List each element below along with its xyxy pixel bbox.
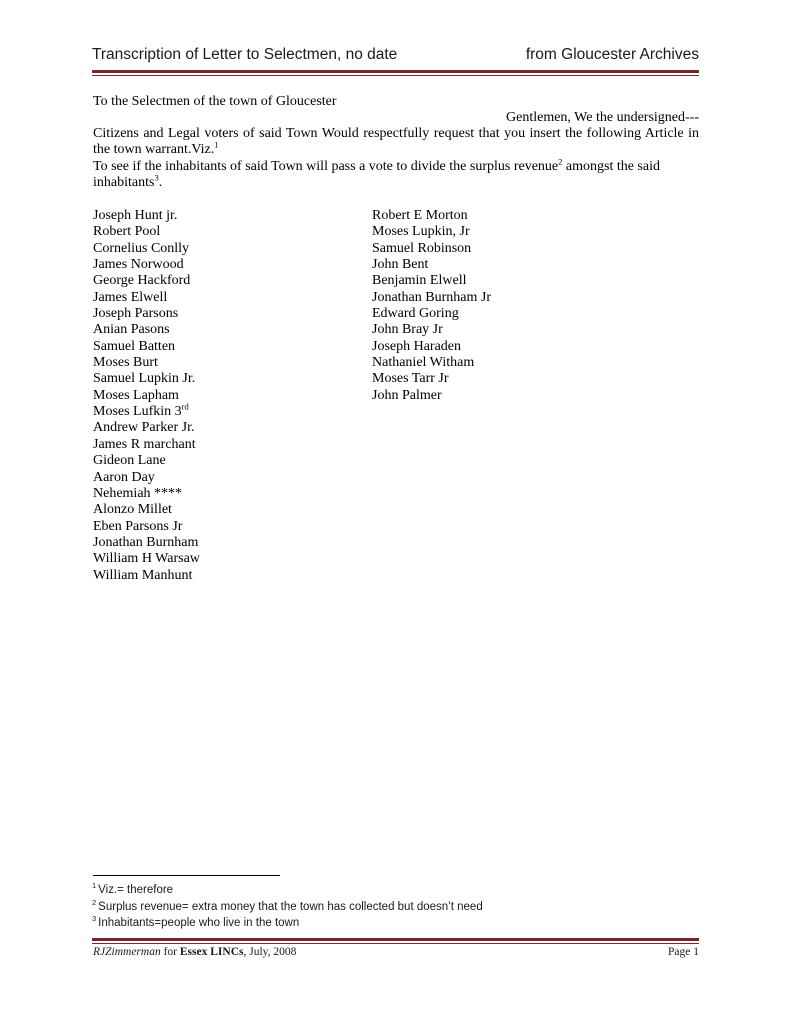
signature-name: Moses Tarr Jr [372,371,449,387]
footnote-item [92,882,483,899]
article-text-3: inhabitants [93,175,155,190]
signature-name: Eben Parsons Jr [93,518,183,534]
signature-name: Robert Pool [93,224,161,240]
signature-name: James Norwood [93,257,184,273]
article-text-1: To see if the inhabitants of said Town will pass a vote to divide the surplus revenue [93,159,559,174]
article-line-2 [93,172,699,192]
header-source: from Gloucester Archives [525,46,699,63]
footer-rule-thick [92,938,699,941]
signature-name: Samuel Lupkin Jr. [93,371,196,387]
footnote-list [92,882,483,932]
footer-org: Essex LINCs [179,946,244,958]
signature-name: Nathaniel Witham [372,355,475,371]
signature-name: Joseph Hunt jr. [93,208,178,223]
salutation-line: To the Selectmen of the town of Gloucester [93,94,337,109]
signature-name: George Hackford [93,273,191,289]
signature-name: Robert E Morton [372,208,468,223]
signature-name: John Bray Jr [372,322,443,338]
signature-name: Joseph Haraden [372,338,462,354]
article-line-1 [93,156,699,176]
signature-name: William Manhunt [93,567,193,583]
signature-name-lufkin [93,401,200,420]
signature-name: Moses Lufkin 3 [93,404,182,420]
footnote-mark: 1 [92,881,97,891]
signature-name: James Elwell [93,289,168,305]
request-line-2 [93,139,699,159]
footnote-item [92,899,483,916]
footnote-separator [93,875,280,876]
signature-name: Moses Lupkin, Jr [372,224,470,240]
signature-name: Samuel Robinson [372,240,472,256]
ordinal-suffix: rd [181,401,189,412]
footer-credit [93,946,296,958]
signature-name: Alonzo Millet [93,502,172,518]
request-line-2-text: the town warrant.Viz. [93,142,215,157]
footnote-ref-1: 1 [214,139,219,150]
footer-author: RJZimmerman [93,946,161,958]
page-header [92,46,699,68]
footnote-ref-3: 3 [154,172,159,183]
signature-name: Joseph Parsons [93,306,179,322]
header-rule-thick [92,70,699,73]
signature-name: Samuel Batten [93,338,176,354]
signature-name: Gideon Lane [93,453,166,469]
footer-date: , July, 2008 [243,946,297,958]
signature-name: Moses Burt [93,355,158,371]
signature-list-right [372,208,491,404]
article-text-2: amongst the said [562,159,660,174]
header-rule-thin [92,75,699,76]
footer-rule-thin [92,943,699,944]
signature-name: Andrew Parker Jr. [93,420,195,436]
footnote-ref-2: 2 [558,156,563,167]
signature-name: Edward Goring [372,306,459,322]
signature-list-left [93,208,200,584]
signature-name: Aaron Day [93,469,155,485]
signature-name: Anian Pasons [93,322,170,338]
footnote-text: Viz.= therefore [98,884,174,896]
footnote-text: Surplus revenue= extra money that the town has collected but doesn’t need [98,900,483,913]
header-title: Transcription of Letter to Selectmen, no date [92,46,398,63]
footnote-item [92,915,483,932]
footnote-text: Inhabitants=people who live in the town [98,917,300,929]
signature-name: William H Warsaw [93,551,200,567]
request-line-1: Citizens and Legal voters of said Town Would respectfully request that you insert the following Article in [93,126,699,141]
signature-name: Jonathan Burnham [93,534,199,550]
signature-name: Benjamin Elwell [372,273,467,289]
page-footer [93,946,699,962]
footer-page-number: Page 1 [668,946,699,958]
footer-for: for [160,946,180,958]
signature-name: Jonathan Burnham Jr [372,289,491,305]
signature-name: Nehemiah **** [93,485,183,501]
footnote-mark: 2 [92,897,97,907]
signature-name: John Palmer [372,387,442,403]
footnote-mark: 3 [92,914,97,924]
greeting-line: Gentlemen, We the undersigned--- [506,110,699,125]
signature-name: John Bent [372,257,429,273]
article-end: . [158,175,163,190]
signature-name: James R marchant [93,436,196,452]
signature-name: Moses Lapham [93,387,179,403]
signature-name: Cornelius Conlly [93,240,190,256]
